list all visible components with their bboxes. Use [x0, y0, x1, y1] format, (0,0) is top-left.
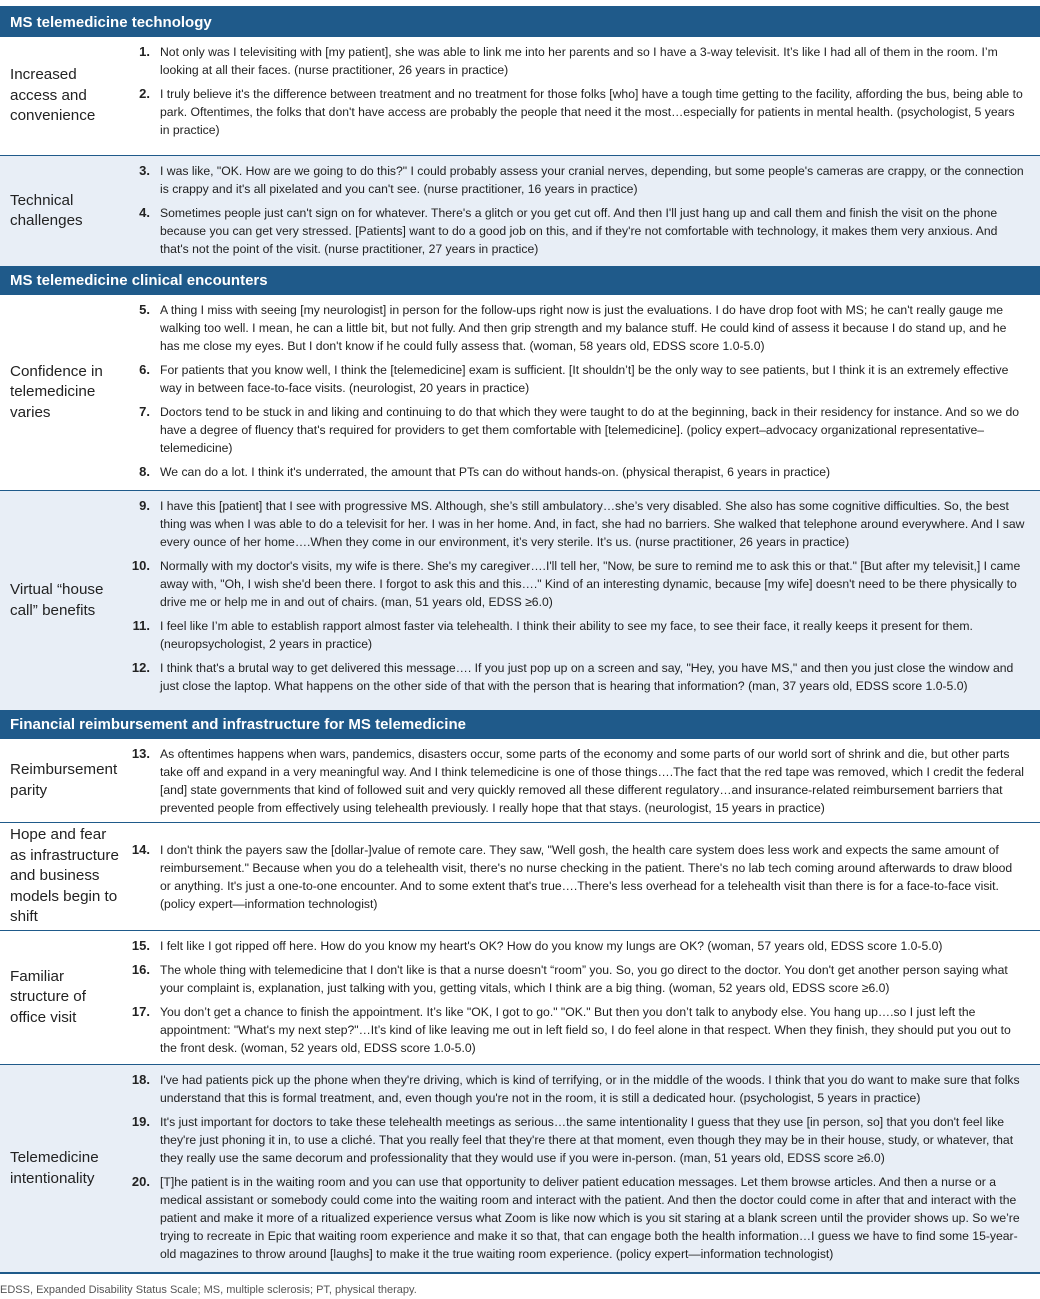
theme-label: Technical challenges	[10, 191, 83, 229]
quote-text: [T]he patient is in the waiting room and you can use that opportunity to deliver patient education messages. Let them browse articles. And then a nurse or a medical assistant or somebody could come into the waiting room and interact with the patient. And then the doctor could come in after that and interact with the patient and make it more of a ritualized experience versus what Zoom is like now which is you sit staring at a blank screen until the provider shows up. So we’re trying to recreate in Epic that waiting room experience and make it so that, that can engage both the health information…I guess we have to find some 15-year-old magazines to throw around [laughs] to make it the true waiting room experience. (policy expert—information technologist)	[160, 1175, 1020, 1261]
quote-item	[126, 162, 1026, 198]
quote-item	[126, 301, 1026, 355]
quote-list	[126, 739, 1040, 822]
theme-label: Familiar structure of office visit	[10, 967, 86, 1026]
quote-item	[126, 204, 1026, 258]
quote-text: I felt like I got ripped off here. How do you know my heart's OK? How do you know my lungs are OK? (woman, 57 years old, EDSS score 1.0-5.0)	[160, 939, 943, 953]
theme-row	[0, 490, 1040, 710]
quote-number: 8.	[139, 464, 150, 479]
quote-number: 12.	[131, 660, 150, 675]
top-border	[0, 0, 1040, 8]
quote-number: 4.	[139, 205, 150, 220]
quote-number: 6.	[139, 362, 150, 377]
quote-item	[126, 85, 1026, 139]
quote-list	[126, 37, 1040, 155]
quote-text: I feel like I’m able to establish rapport almost faster via telehealth. I think their ability to see my face, to see their face, it really keeps it present for them. (neuropsychologist, 2 years in practice)	[160, 619, 973, 651]
theme-label: Reimbursement parity	[10, 761, 118, 799]
quote-number: 3.	[139, 163, 150, 178]
quote-text: A thing I miss with seeing [my neurologist] in person for the follow-ups right now is just the evaluations. I do have drop foot with MS; he can't really gauge me walking too well. I mean, he can a little bit, but not fully. And then grip strength and my balance stuff. He could kind of assess it because I do stand up, and he has me close my eyes. But I don't know if he could fully assess that. (woman, 58 years old, EDSS score 1.0-5.0)	[160, 303, 1007, 353]
quote-number: 18.	[131, 1072, 150, 1087]
section-header: MS telemedicine clinical encounters	[0, 266, 1040, 295]
quote-item	[126, 841, 1026, 913]
quote-item	[126, 745, 1026, 817]
quote-number: 13.	[131, 746, 150, 761]
quote-text: We can do a lot. I think it's underrated, the amount that PTs can do without hands-on. (physical therapist, 6 years in practice)	[160, 465, 831, 479]
quote-text: You don’t get a chance to finish the appointment. It’s like "OK, I got to go." "OK." But then you don’t talk to anybody else. You hang up….so I just left the appointment: "What's my next step?"…It’s kind of like leaving me out in left field so, I do feel alone in that respect. When they finish, they should put you out to the front desk. (woman, 52 years old, EDSS score 1.0-5.0)	[160, 1005, 1011, 1055]
quote-list	[126, 295, 1040, 490]
section-header: Financial reimbursement and infrastructure for MS telemedicine	[0, 710, 1040, 739]
quote-list	[126, 491, 1040, 710]
theme-row	[0, 1064, 1040, 1274]
quote-number: 15.	[131, 938, 150, 953]
table-footnote: EDSS, Expanded Disability Status Scale; MS, multiple sclerosis; PT, physical therapy.	[0, 1284, 417, 1296]
quote-item	[126, 43, 1026, 79]
theme-label: Confidence in telemedicine varies	[10, 362, 103, 421]
quote-number: 20.	[131, 1174, 150, 1189]
theme-row	[0, 930, 1040, 1064]
theme-row	[0, 822, 1040, 930]
quote-text: Doctors tend to be stuck in and liking and continuing to do that which they were taught to do at the beginning, back in their residency for instance. And so we do have a degree of fluency that's required for providers to get them comfortable with [telemedicine]. (policy expert–advocacy organizational representative–telemedicine)	[160, 405, 1020, 455]
quote-item	[126, 1173, 1026, 1263]
quote-item	[126, 1113, 1026, 1167]
theme-label: Increased access and convenience	[10, 66, 96, 125]
quote-item	[126, 1003, 1026, 1057]
quote-number: 16.	[131, 962, 150, 977]
quote-item	[126, 1071, 1026, 1107]
theme-label: Telemedicine intentionality	[10, 1149, 99, 1187]
quote-text: It's just important for doctors to take these telehealth meetings as serious…the same intentionality I guess that they use [in person, so] that you don't feel like they're just phoning it in, to use a cliché. That you really feel that they're there at that moment, even though they may be in their house, study, or whatever, that they really use the same decorum and professionality that they would use if you were in-person. (man, 51 years old, EDSS score ≥6.0)	[160, 1115, 1014, 1165]
quote-item	[126, 937, 1026, 955]
quote-number: 10.	[131, 558, 150, 573]
quote-list	[126, 823, 1040, 930]
quote-text: As oftentimes happens when wars, pandemics, disasters occur, some parts of the economy and some parts of our world sort of shrink and die, but other parts take off and expand in a very meaningful way. And I think telemedicine is one of those things….The fact that the red tape was removed, which I credit the federal [and] state governments that kind of followed suit and very quickly removed all these different regulatory…and insurance-related reimbursement barriers that prevented people from effectively using telehealth previously. I really hope that that stays. (neurologist, 15 years in practice)	[160, 747, 1025, 815]
theme-label: Virtual “house call” benefits	[10, 581, 104, 619]
quote-text: Not only was I televisiting with [my patient], she was able to link me into her parents and so I have a 3-way televisit. It’s like I had all of them in the room. I’m looking at all their faces. (nurse practitioner, 26 years in practice)	[160, 45, 998, 77]
section-header: MS telemedicine technology	[0, 8, 1040, 37]
quote-item	[126, 617, 1026, 653]
quote-number: 11.	[132, 618, 150, 633]
quote-list	[126, 931, 1040, 1064]
quote-item	[126, 961, 1026, 997]
quote-text: I was like, "OK. How are we going to do this?" I could probably assess your cranial nerves, depending, but some people's cameras are crappy, or the connection is crappy and it's all pixelated and you can't see. (nurse practitioner, 16 years in practice)	[160, 164, 1024, 196]
quote-text: I truly believe it's the difference between treatment and no treatment for those folks [who] have a tough time getting to the facility, affording the bus, being able to park. Oftentimes, the folks that don't have access are probably the people that need it the most…especially for patients in mental health. (psychologist, 5 years in practice)	[160, 87, 1023, 137]
quote-item	[126, 497, 1026, 551]
quote-text: For patients that you know well, I think the [telemedicine] exam is sufficient. [It shouldn’t] be the only way to see patients, but I think it is an extremely effective way in between face-to-face visits. (neurologist, 20 years in practice)	[160, 363, 1009, 395]
quote-text: I have this [patient] that I see with progressive MS. Although, she’s still ambulatory…she’s very disabled. She also has some cognitive difficulties. So, the best thing was when I was able to do a televisit for her. I was in her home. And, in fact, she had no barriers. She walked that telephone around everywhere. And I saw every ounce of her home….When they come in our environment, it’s very sterile. It’s us. (nurse practitioner, 26 years in practice)	[160, 499, 1025, 549]
quote-number: 19.	[131, 1114, 150, 1129]
quote-number: 9.	[139, 498, 150, 513]
quote-list	[126, 1065, 1040, 1272]
quote-item	[126, 659, 1026, 695]
quote-text: I don't think the payers saw the [dollar-]value of remote care. They saw, "Well gosh, the health care system does less work and expects the same amount of reimbursement." Because when you do a telehealth visit, there's no nurse checking in the patient. There's no lab tech coming around afterwards to draw blood or anything. It's just a one-to-one encounter. And to some extent that's true….There's less overhead for a telehealth visit than there is for a face-to-face visit. (policy expert—information technologist)	[160, 842, 1013, 911]
quote-number: 5.	[139, 302, 150, 317]
quote-text: The whole thing with telemedicine that I don't like is that a nurse doesn't “room” you. So, you go direct to the doctor. You don't get another person saying what your complaint is, explanation, just talking with you, getting vitals, which I think are a big thing. (woman, 52 years old, EDSS score ≥6.0)	[160, 963, 1008, 995]
quote-number: 17.	[131, 1004, 150, 1019]
quote-item	[126, 557, 1026, 611]
quote-item	[126, 403, 1026, 457]
theme-row	[0, 739, 1040, 822]
theme-row	[0, 37, 1040, 155]
theme-row	[0, 295, 1040, 490]
theme-row	[0, 155, 1040, 266]
quote-text: I've had patients pick up the phone when they're driving, which is kind of terrifying, or in the middle of the woods. I think that you do want to make sure that folks understand that this is formal treatment, and, even though you're not in the room, it is still a dedicated hour. (psychologist, 5 years in practice)	[160, 1073, 1020, 1105]
quote-item	[126, 463, 1026, 481]
quote-number: 7.	[139, 404, 150, 419]
quote-number: 14.	[131, 841, 150, 857]
quote-text: Sometimes people just can't sign on for whatever. There's a glitch or you get cut off. And then I'll just hang up and call them and finish the visit on the phone because you can get very stressed. [Patients] want to do a good job on this, and if they're not comfortable with technology, it makes them very anxious. And that's not the point of the visit. (nurse practitioner, 27 years in practice)	[160, 206, 998, 256]
quote-number: 1.	[139, 44, 150, 59]
quote-item	[126, 361, 1026, 397]
quote-text: I think that's a brutal way to get delivered this message…. If you just pop up on a screen and say, "Hey, you have MS," and then you just close the window and just close the laptop. What happens on the other side of that with the person that is hearing that information? (man, 37 years old, EDSS score 1.0-5.0)	[160, 661, 1014, 693]
quote-text: Normally with my doctor's visits, my wife is there. She's my caregiver….I'll tell her, "Now, be sure to remind me to ask this or that." [But after my televisit,] I came away with, "Oh, I wish she'd been there. I forgot to ask this and this…." Kind of an interesting dynamic, because [my wife] doesn't need to be there physically to drive me or help me in and out of chairs. (man, 51 years old, EDSS ≥6.0)	[160, 559, 1021, 609]
theme-label: Hope and fear as infrastructure and business models begin to shift	[10, 826, 119, 926]
quote-list	[126, 156, 1040, 266]
quote-number: 2.	[139, 86, 150, 101]
